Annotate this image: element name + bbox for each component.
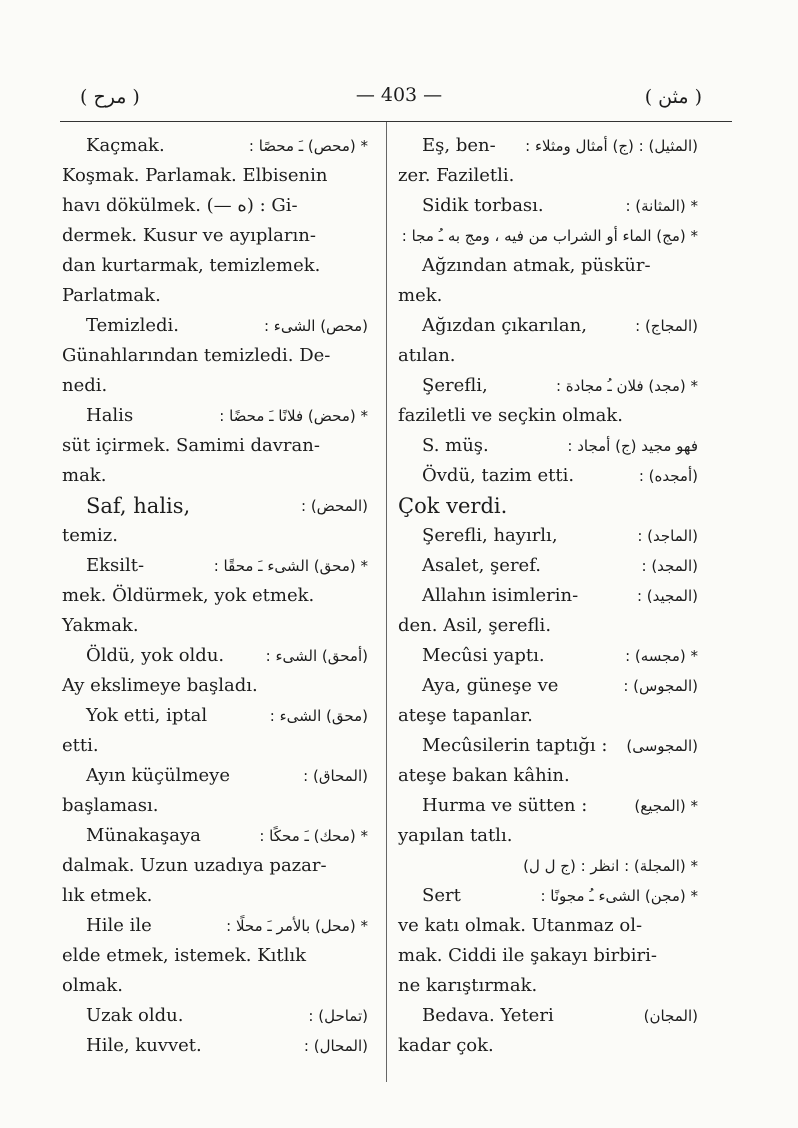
right-column-text-18: Aya, güneşe ve xyxy=(422,675,559,696)
left-column-text-18: Ay ekslimeye başladı. xyxy=(62,675,258,696)
right-column-text-14: Asalet, şeref. xyxy=(422,555,541,576)
header-right-root: ( مثن ) xyxy=(644,86,702,108)
left-column-arabic-17: (أمحق) الشیء : xyxy=(265,647,368,665)
left-column-arabic-0: * (محص) ـَ محصًا : xyxy=(248,137,368,155)
left-column-text-11: mak. xyxy=(62,465,107,486)
left-column-text-0: Kaçmak. xyxy=(86,135,165,156)
left-column-arabic-23: * (محك) ـَ محكًا : xyxy=(259,827,368,845)
right-column-text-16: den. Asil, şerefli. xyxy=(398,615,552,636)
header-left-root: ( مرح ) xyxy=(80,86,140,108)
left-column-text-21: Ayın küçülmeye xyxy=(86,765,230,786)
right-column-text-5: mek. xyxy=(398,285,443,306)
left-column-arabic-12: (المحض) : xyxy=(301,497,368,515)
right-column-text-8: Şerefli, xyxy=(422,375,488,396)
left-column-text-16: Yakmak. xyxy=(62,615,139,636)
left-column-text-6: Temizledi. xyxy=(86,315,179,336)
right-column-arabic-13: (الماجد) : xyxy=(637,527,698,545)
right-column-text-10: S. müş. xyxy=(422,435,489,456)
left-column-arabic-6: (محص) الشیء : xyxy=(263,317,368,335)
left-column-text-12: Saf, halis, xyxy=(86,494,191,518)
right-column-text-11: Övdü, tazim etti. xyxy=(422,465,575,486)
right-column-text-17: Mecûsi yaptı. xyxy=(422,645,545,666)
right-column-arabic-25: * (مجن) الشیء ـُ مجونًا : xyxy=(540,887,698,905)
right-column-text-2: Sidik torbası. xyxy=(422,195,544,216)
right-column-arabic-24: * (المجلة) : انظر : (ج ل ل) xyxy=(523,857,698,875)
left-column-text-9: Halis xyxy=(86,405,134,426)
right-column-text-7: atılan. xyxy=(398,345,456,366)
left-column-arabic-29: (تماحل) : xyxy=(308,1007,368,1025)
right-column-text-28: ne karıştırmak. xyxy=(398,975,538,996)
left-column-text-1: Koşmak. Parlamak. Elbisenin xyxy=(62,165,328,186)
left-column-text-7: Günahlarından temizledi. De- xyxy=(62,345,331,366)
right-column-text-15: Allahın isimlerin- xyxy=(422,585,579,606)
right-column-arabic-20: (المجوسی) xyxy=(626,737,698,755)
left-column-arabic-9: * (محض) فلانًا ـَ محضًا : xyxy=(219,407,368,425)
right-column-arabic-18: (المجوس) : xyxy=(623,677,698,695)
right-column-text-9: faziletli ve seçkin olmak. xyxy=(398,405,624,426)
right-column-text-12: Çok verdi. xyxy=(398,494,508,518)
left-column-text-24: dalmak. Uzun uzadıya pazar- xyxy=(62,855,327,876)
left-column-text-29: Uzak oldu. xyxy=(86,1005,184,1026)
right-column-text-4: Ağzından atmak, püskür- xyxy=(422,255,651,276)
left-column-text-3: dermek. Kusur ve ayıpların- xyxy=(62,225,316,246)
left-column-text-13: temiz. xyxy=(62,525,118,546)
right-column-text-19: ateşe tapanlar. xyxy=(398,705,533,726)
left-column-arabic-19: (محق) الشیء : xyxy=(269,707,368,725)
right-column-text-21: ateşe bakan kâhin. xyxy=(398,765,570,786)
right-column-arabic-11: (أمجده) : xyxy=(638,467,698,485)
right-column-text-30: kadar çok. xyxy=(398,1035,494,1056)
right-column-arabic-29: (المجان) xyxy=(643,1007,698,1025)
right-column-text-6: Ağızdan çıkarılan, xyxy=(422,315,587,336)
left-column-arabic-26: * (محل) بالأمر ـَ محلًا : xyxy=(226,917,368,935)
left-column-text-23: Münakaşaya xyxy=(86,825,201,846)
left-column-text-4: dan kurtarmak, temizlemek. xyxy=(62,255,321,276)
left-column-arabic-30: (المحال) : xyxy=(303,1037,368,1055)
right-column-arabic-17: * (مجسه) : xyxy=(625,647,698,665)
left-column-text-10: süt içirmek. Samimi davran- xyxy=(62,435,320,456)
right-column-arabic-6: (المجاج) : xyxy=(635,317,698,335)
left-column-text-14: Eksilt- xyxy=(86,555,145,576)
header-rule xyxy=(60,121,732,122)
right-column-arabic-8: * (مجد) فلان ـُ مجادة : xyxy=(555,377,698,395)
right-column-arabic-10: فهو مجید (ج) أمجاد : xyxy=(567,437,698,455)
right-column-text-0: Eş, ben- xyxy=(422,135,496,156)
left-column-text-28: olmak. xyxy=(62,975,124,996)
right-column-arabic-3: * (مج) الماء أو الشراب من فیه ، ومج به ـُ مجا : xyxy=(401,227,698,245)
right-column-text-22: Hurma ve sütten : xyxy=(422,795,588,816)
left-column-text-17: Öldü, yok oldu. xyxy=(86,645,225,666)
left-column-text-30: Hile, kuvvet. xyxy=(86,1035,202,1056)
left-column-text-25: lık etmek. xyxy=(62,885,153,906)
left-column-text-2: havı dökülmek. (— ه) : Gi- xyxy=(62,195,298,216)
left-column-text-8: nedi. xyxy=(62,375,108,396)
right-column-arabic-22: * (المجیع) xyxy=(634,797,698,815)
right-column-text-27: mak. Ciddi ile şakayı birbiri- xyxy=(398,945,657,966)
right-column-text-13: Şerefli, hayırlı, xyxy=(422,525,558,546)
left-column-text-5: Parlatmak. xyxy=(62,285,161,306)
column-divider xyxy=(386,122,387,1082)
left-column-text-27: elde etmek, istemek. Kıtlık xyxy=(62,945,307,966)
right-column-text-23: yapılan tatlı. xyxy=(398,825,513,846)
right-column-arabic-14: (المجد) : xyxy=(641,557,698,575)
right-column-arabic-0: (المثیل) : (ج) أمثال ومثلاء : xyxy=(525,137,698,155)
right-column-text-1: zer. Faziletli. xyxy=(398,165,515,186)
right-column-text-25: Sert xyxy=(422,885,461,906)
left-column-arabic-21: (المحاق) : xyxy=(303,767,368,785)
right-column-text-26: ve katı olmak. Utanmaz ol- xyxy=(398,915,643,936)
left-column-text-19: Yok etti, iptal xyxy=(86,705,208,726)
left-column-text-20: etti. xyxy=(62,735,99,756)
left-column-text-15: mek. Öldürmek, yok etmek. xyxy=(62,585,315,606)
right-column-arabic-15: (المجید) : xyxy=(636,587,698,605)
left-column-arabic-14: * (محق) الشیء ـَ محقًا : xyxy=(213,557,368,575)
right-column-text-29: Bedava. Yeteri xyxy=(422,1005,554,1026)
left-column-text-26: Hile ile xyxy=(86,915,152,936)
page-number: — 403 — xyxy=(355,84,443,106)
right-column-text-20: Mecûsilerin taptığı : xyxy=(422,735,608,756)
left-column-text-22: başlaması. xyxy=(62,795,159,816)
right-column-arabic-2: * (المثانة) : xyxy=(625,197,698,215)
